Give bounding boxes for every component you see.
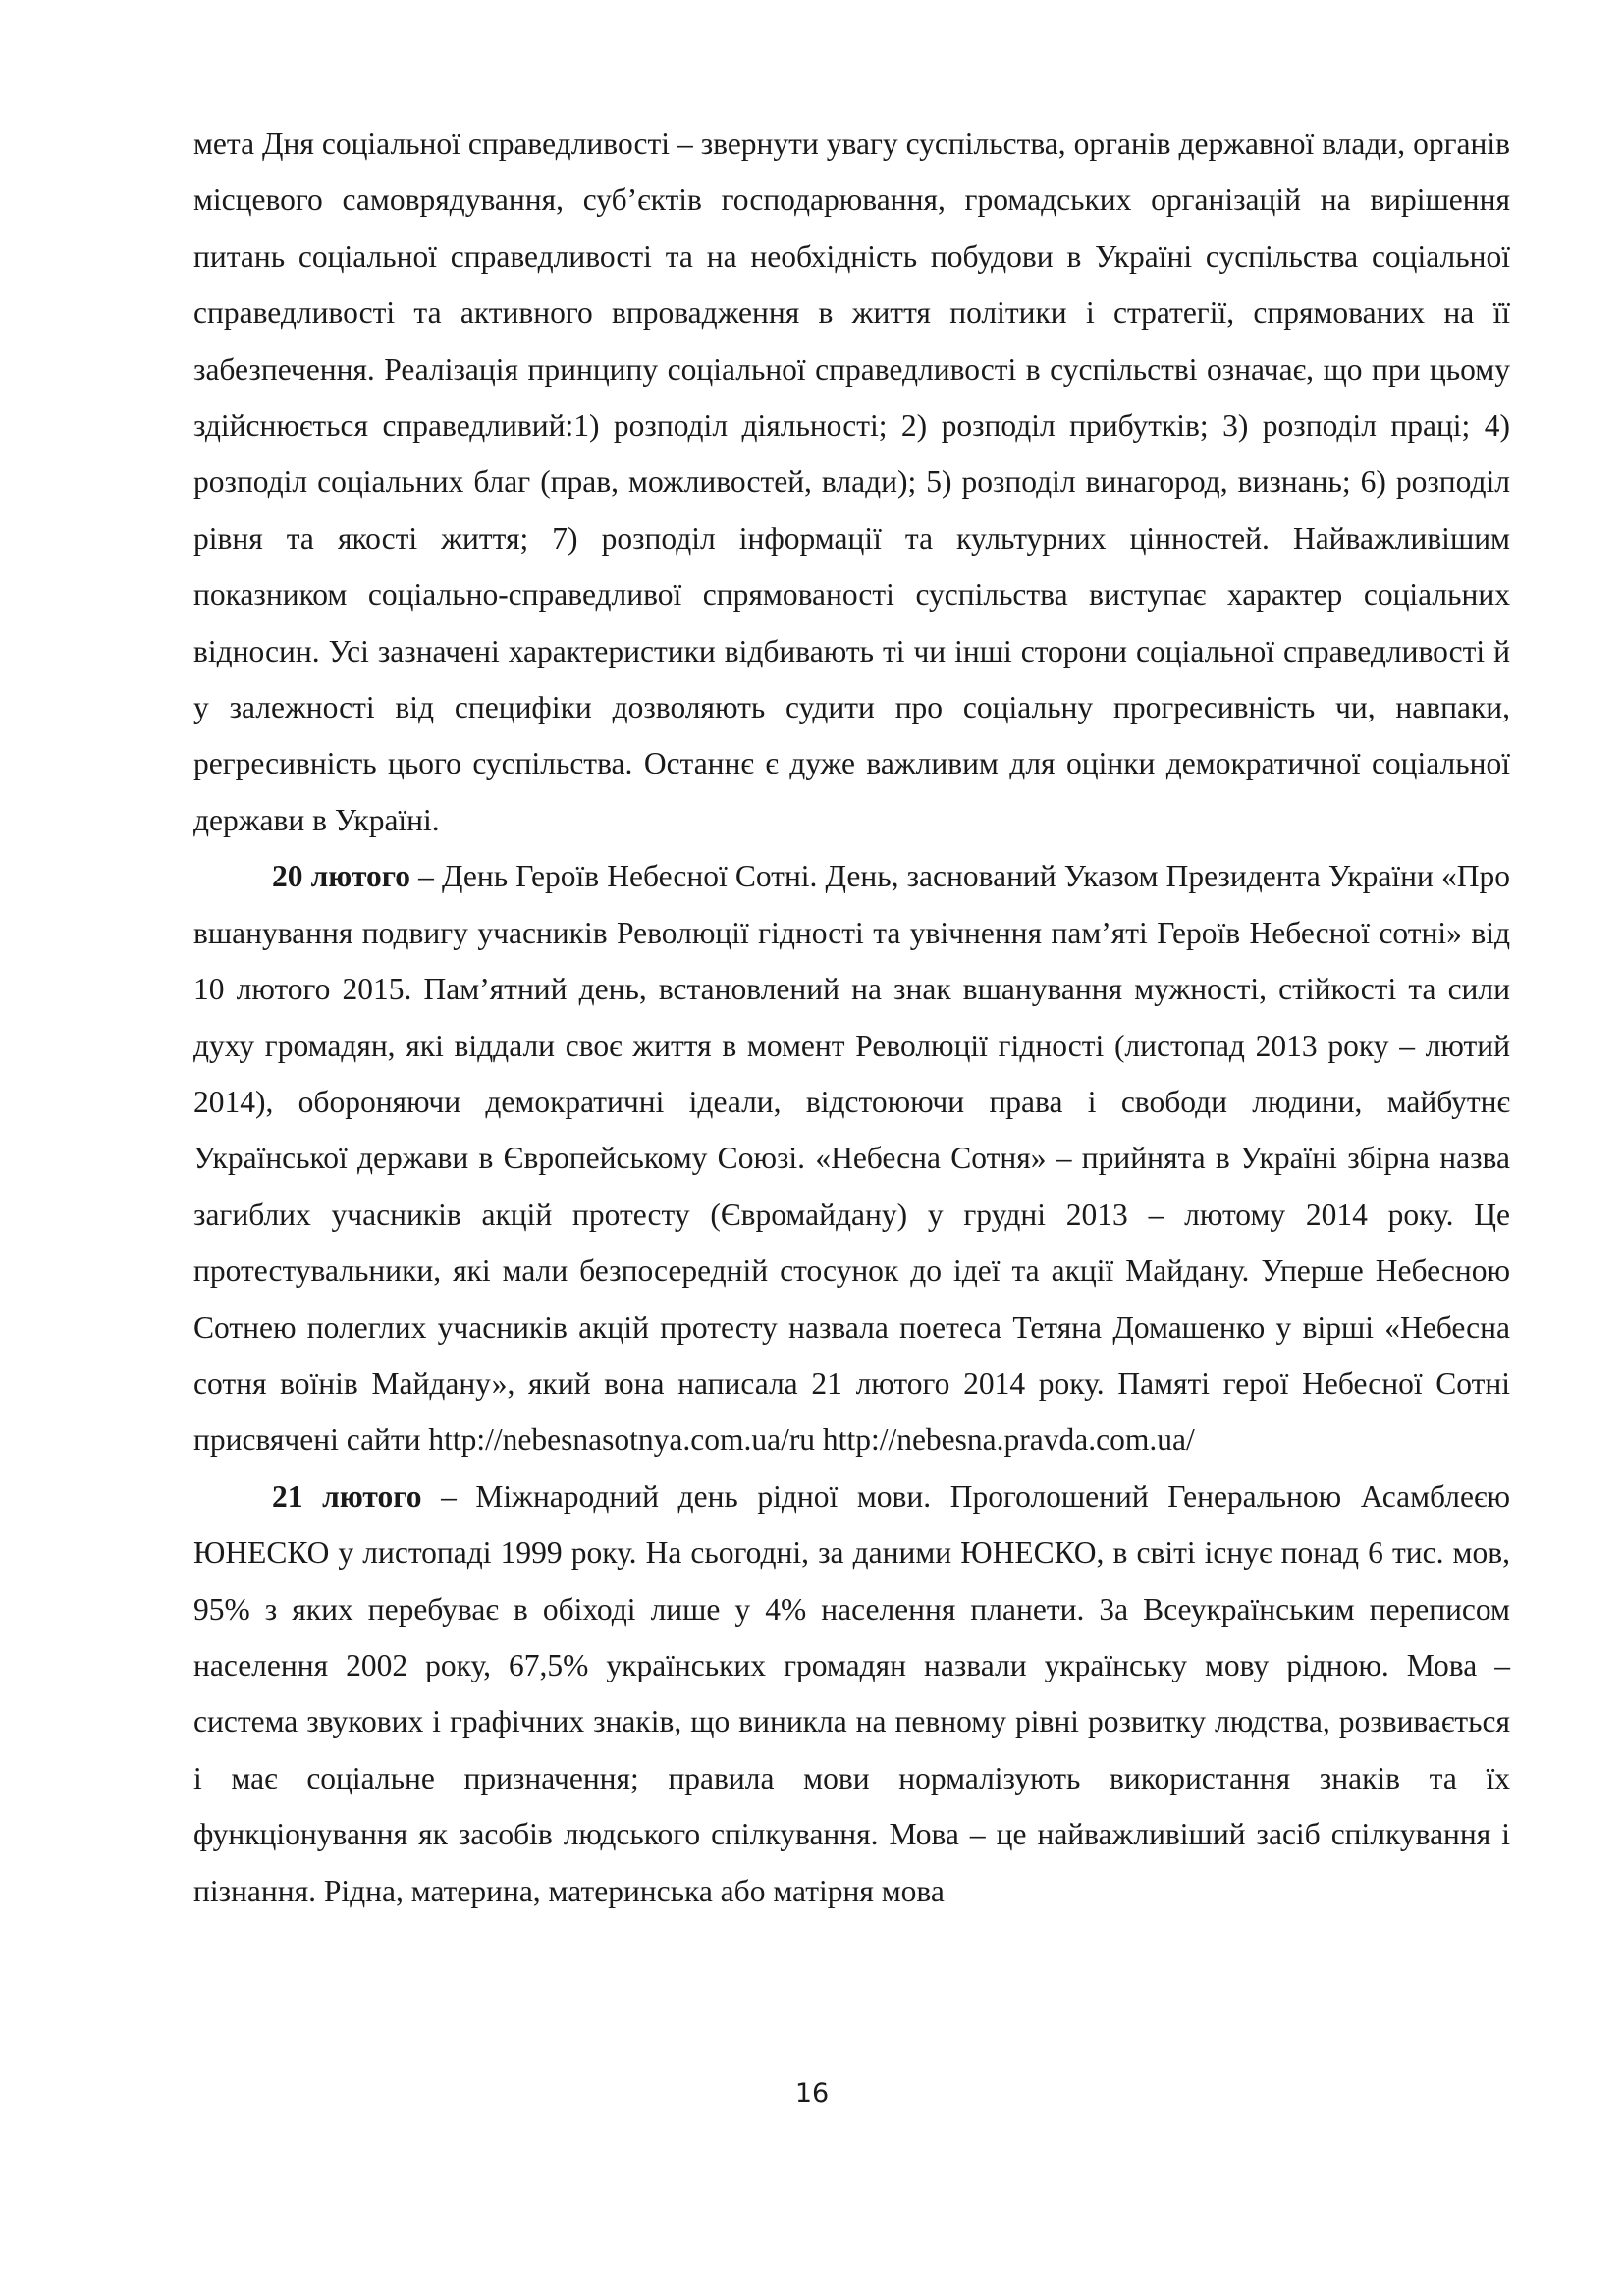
paragraph-native-language-day — [193, 1468, 1510, 1919]
paragraph-social-justice — [193, 116, 1510, 848]
date-heading: 21 лютого — [272, 1478, 422, 1514]
paragraph-text: мета Дня соціальної справедливості – звернути увагу суспільства, органів державної влади, органів місцевого самоврядування, суб’єктів господарювання, громадських організацій на вирішення питань соціальної справедливості та на необхідність побудови в Україні суспільства соціальної справедливості та активного впровадження в життя політики і стратегії, спрямованих на її забезпечення. Реалізація принципу соціальної справедливості в суспільстві означає, що при цьому здійснюється справедливий:1) розподіл діяльності; 2) розподіл прибутків; 3) розподіл праці; 4) розподіл соціальних благ (прав, можливостей, влади); 5) розподіл винагород, визнань; 6) розподіл рівня та якості життя; 7) розподіл інформації та культурних цінностей. Найважливішим показником соціально-справедливої спрямованості суспільства виступає характер соціальних відносин. Усі зазначені характеристики відбивають ті чи інші сторони соціальної справедливості й у залежності від специфіки дозволяють судити про соціальну прогресивність чи, навпаки, регресивність цього суспільства. Останнє є дуже важливим для оцінки демократичної соціальної держави в Україні. — [193, 127, 1510, 837]
paragraph-text: – Міжнародний день рідної мови. Проголошений Генеральною Асамблеєю ЮНЕСКО у листопаді 1999 року. На сьогодні, за даними ЮНЕСКО, в світі існує понад 6 тис. мов, 95% з яких перебуває в обіході лише у 4% населення планети. За Всеукраїнським переписом населення 2002 року, 67,5% українських громадян назвали українську мову рідною. Мова – система звукових і графічних знаків, що виникла на певному рівні розвитку людства, розвивається і має соціальне призначення; правила мови нормалізують використання знаків та їх функціонування як засобів людського спілкування. Мова – це найважливіший засіб спілкування і пізнання. Рідна, материна, материнська або матірня мова — [193, 1478, 1510, 1908]
body-text — [193, 116, 1510, 1919]
paragraph-text: – День Героїв Небесної Сотні. День, заснований Указом Президента України «Про вшанування подвигу учасників Революції гідності та увічнення пам’яті Героїв Небесної сотні» від 10 лютого 2015. Пам’ятний день, встановлений на знак вшанування мужності, стійкості та сили духу громадян, які віддали своє життя в момент Революції гідності (листопад 2013 року – лютий 2014), обороняючи демократичні ідеали, відстоюючи права і свободи людини, майбутнє Української держави в Європейському Союзі. «Небесна Сотня» – прийнята в Україні збірна назва загиблих учасників акцій протесту (Євромайдану) у грудні 2013 – лютому 2014 року. Це протестувальники, які мали безпосередній стосунок до ідеї та акції Майдану. Уперше Небесною Сотнею полеглих учасників акцій протесту назвала поетеса Тетяна Домашенко у вірші «Небесна сотня воїнів Майдану», який вона написала 21 лютого 2014 року. Памяті герої Небесної Сотні присвячені сайти http://nebesnasotnya.com.ua/ru http://nebesna.pravda.com.ua/ — [193, 859, 1511, 1458]
paragraph-heavenly-hundred — [193, 848, 1510, 1468]
page-number: 16 — [794, 2078, 830, 2109]
date-heading: 20 лютого — [272, 859, 411, 894]
